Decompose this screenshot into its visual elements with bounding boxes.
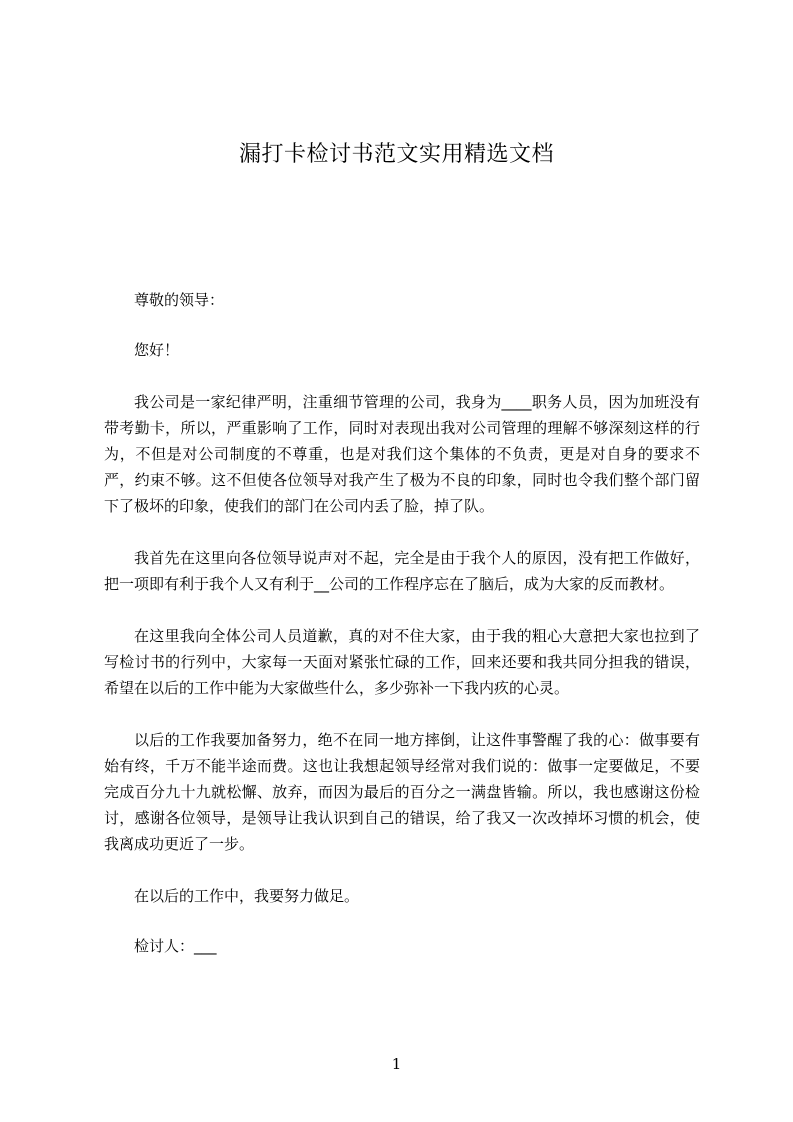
- greeting: 您好！: [134, 341, 180, 359]
- page-number: 1: [391, 1055, 402, 1073]
- paragraph-2: 我首先在这里向各位领导说声对不起，完全是由于我个人的原因，没有把工作做好，把一项即有利于我个人又有利于__公司的工作程序忘在了脑后，成为大家的反而教材。: [104, 549, 700, 593]
- closing-line: 在以后的工作中，我要努力做足。: [134, 887, 360, 905]
- signature-line: 检讨人：___: [134, 937, 217, 955]
- paragraph-1: 我公司是一家纪律严明，注重细节管理的公司，我身为____职务人员，因为加班没有带考勤卡，所以，严重影响了工作，同时对表现出我对公司管理的理解不够深刻这样的行为，不但是对公司制度的不尊重，也是对我们这个集体的不负责，更是对自身的要求不严，约束不够。这不但使各位领导对我产生了极为不良的印象，同时也令我们整个部门留下了极坏的印象，使我们的部门在公司内丢了脸，掉了队。: [104, 393, 700, 515]
- document-body: [104, 287, 700, 959]
- paragraph-4: 以后的工作我要加备努力，绝不在同一地方摔倒，让这件事警醒了我的心：做事要有始有终，千万不能半途而费。这也让我想起领导经常对我们说的：做事一定要做足，不要完成百分九十九就松懈、放弃，而因为最后的百分之一满盘皆输。所以，我也感谢这份检讨，感谢各位领导，是领导让我认识到自己的错误，给了我又一次改掉坏习惯的机会，使我离成功更近了一步。: [104, 731, 700, 853]
- salutation: 尊敬的领导：: [134, 291, 225, 309]
- document-title: 漏打卡检讨书范文实用精选文档: [238, 142, 554, 167]
- paragraph-3: 在这里我向全体公司人员道歉，真的对不住大家，由于我的粗心大意把大家也拉到了写检讨书的行列中，大家每一天面对紧张忙碌的工作，回来还要和我共同分担我的错误，希望在以后的工作中能为大家做些什么，多少弥补一下我内疚的心灵。: [104, 627, 700, 697]
